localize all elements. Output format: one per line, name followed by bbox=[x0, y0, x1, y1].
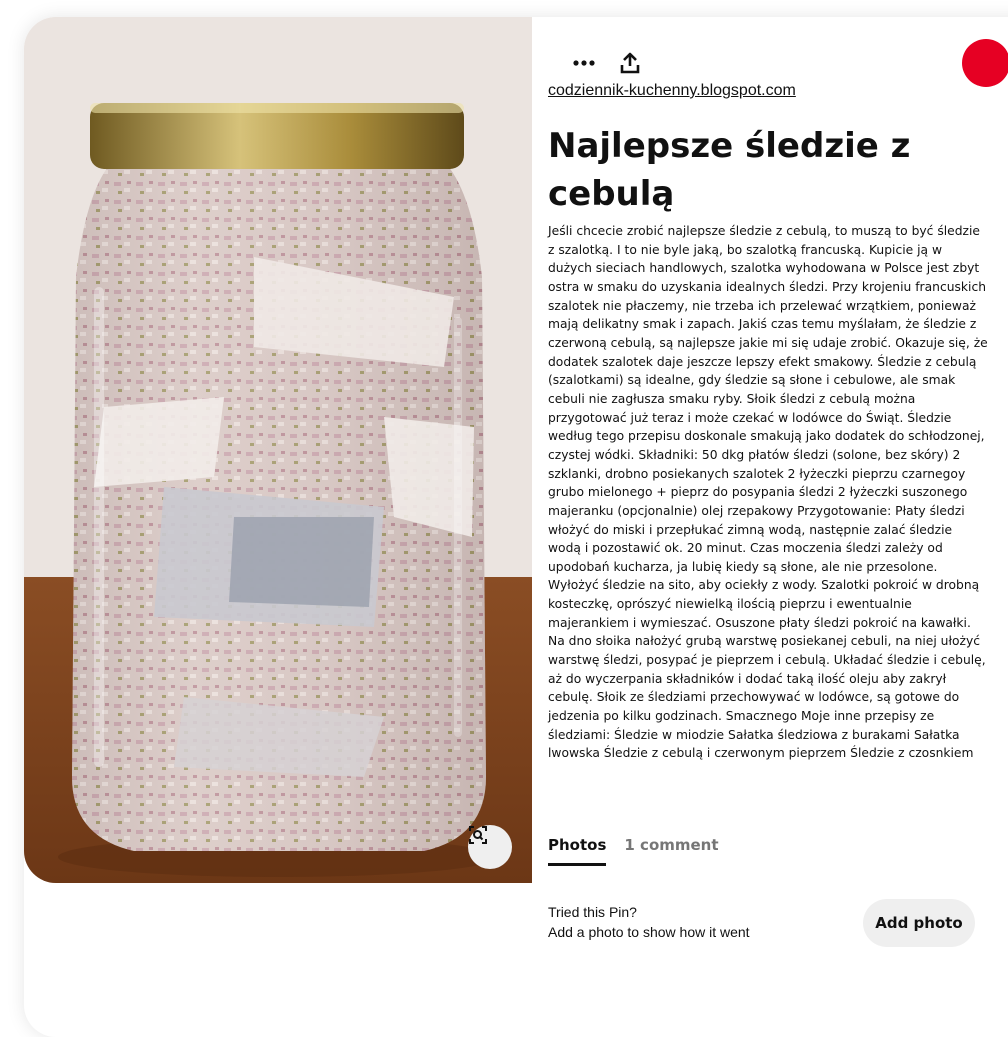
tried-question: Tried this Pin? bbox=[548, 904, 637, 920]
source-link[interactable]: codziennik-kuchenny.blogspot.com bbox=[548, 82, 796, 99]
add-photo-button[interactable]: Add photo bbox=[863, 899, 975, 947]
visual-search-button[interactable] bbox=[468, 825, 512, 869]
pin-description: Jeśli chcecie zrobić najlepsze śledzie z cebulą, to muszą to być śledzie z szalotką. I to nie byle jaką, bo szalotką francuską. Kupicie ją w dużych sieciach handlowych, szalotka wyhodowana w Polsce jest zbyt ostra w smaku do uzyskania idealnych śledzi. Przy krojeniu francuskich szalotek nie płaczemy, nie trzeba ich przelewać wrzątkiem, ponieważ mają delikatny smak i zapach. Jakiś czas temu myślałam, że śledzie z czerwoną cebulą, są najlepsze jakie mi się udaje zrobić. Okazuje się, że dodatek szalotek daje jeszcze lepszy efekt smakowy. Śledzie z cebulą (szalotkami) są idealne, gdy śledzie są słone i cebulowe, ale smak cebuli nie zagłusza smaku ryby. Słoik śledzi z cebulą można przygotować już teraz i może czekać w lodówce do Świąt. Śledzie według tego przepisu doskonale smakują jako dodatek do schłodzonej, czystej wódki. Składniki: 50 dkg płatów śledzi (solone, bez skóry) 2 szklanki, drobno posiekanych szalotek 2 łyżeczki pieprzu czarnegoy grubo mielonego + pieprz do posypania śledzi 2 łyżeczki suszonego majeranku (opcjonalnie) olej rzepakowy Przygotowanie: Płaty śledzi włożyć do miski i przepłukać zimną wodą, następnie zalać śledzie wodą i pozostawić ok. 20 minut. Czas moczenia śledzi zależy od upodobań kucharza, ja lubię kiedy są słone, ale nie przesolone. Wyłożyć śledzie na sito, aby ociekły z wody. Szalotki pokroić w drobną kosteczkę, oprószyć niewielką ilością pieprzu i ewentualnie majerankiem i wymieszać. Osuszone płaty śledzi pokroić na kawałki. Na dno słoika nałożyć grubą warstwę posiekanej cebuli, na niej ułożyć warstwę śledzi, posypać je pieprzem i cebulą. Układać śledzie i cebulę, aż do wyczerpania składników i dodać taką ilość oleju aby zakrył cebulę. Słoik ze śledziami przechowywać w lodówce, są gotowe do jedzenia po kilku godzinach. Smacznego Moje inne przepisy ze śledziami: Śledzie w miodzie Sałatka śledziowa z burakami Sałatka lwowska Śledzie z cebulą i czerwonym pieprzem Śledzie z czosnkiem bbox=[548, 224, 988, 761]
tried-this-pin bbox=[548, 902, 750, 942]
pin-title: Najlepsze śledzie z cebulą bbox=[548, 126, 911, 214]
ellipsis-icon bbox=[573, 60, 595, 66]
pin-toolbar bbox=[572, 47, 642, 79]
more-options-button[interactable] bbox=[572, 51, 596, 75]
pin-tabs bbox=[548, 836, 719, 866]
tried-prompt: Add a photo to show how it went bbox=[548, 924, 750, 940]
share-button[interactable] bbox=[618, 51, 642, 75]
jar-illustration bbox=[24, 17, 532, 883]
save-button[interactable] bbox=[962, 39, 1008, 87]
visual-search-icon bbox=[468, 825, 488, 845]
share-icon bbox=[620, 52, 640, 74]
tab-comments[interactable]: 1 comment bbox=[624, 836, 719, 854]
tab-photos[interactable]: Photos bbox=[548, 836, 606, 866]
pin-image[interactable] bbox=[24, 17, 532, 883]
